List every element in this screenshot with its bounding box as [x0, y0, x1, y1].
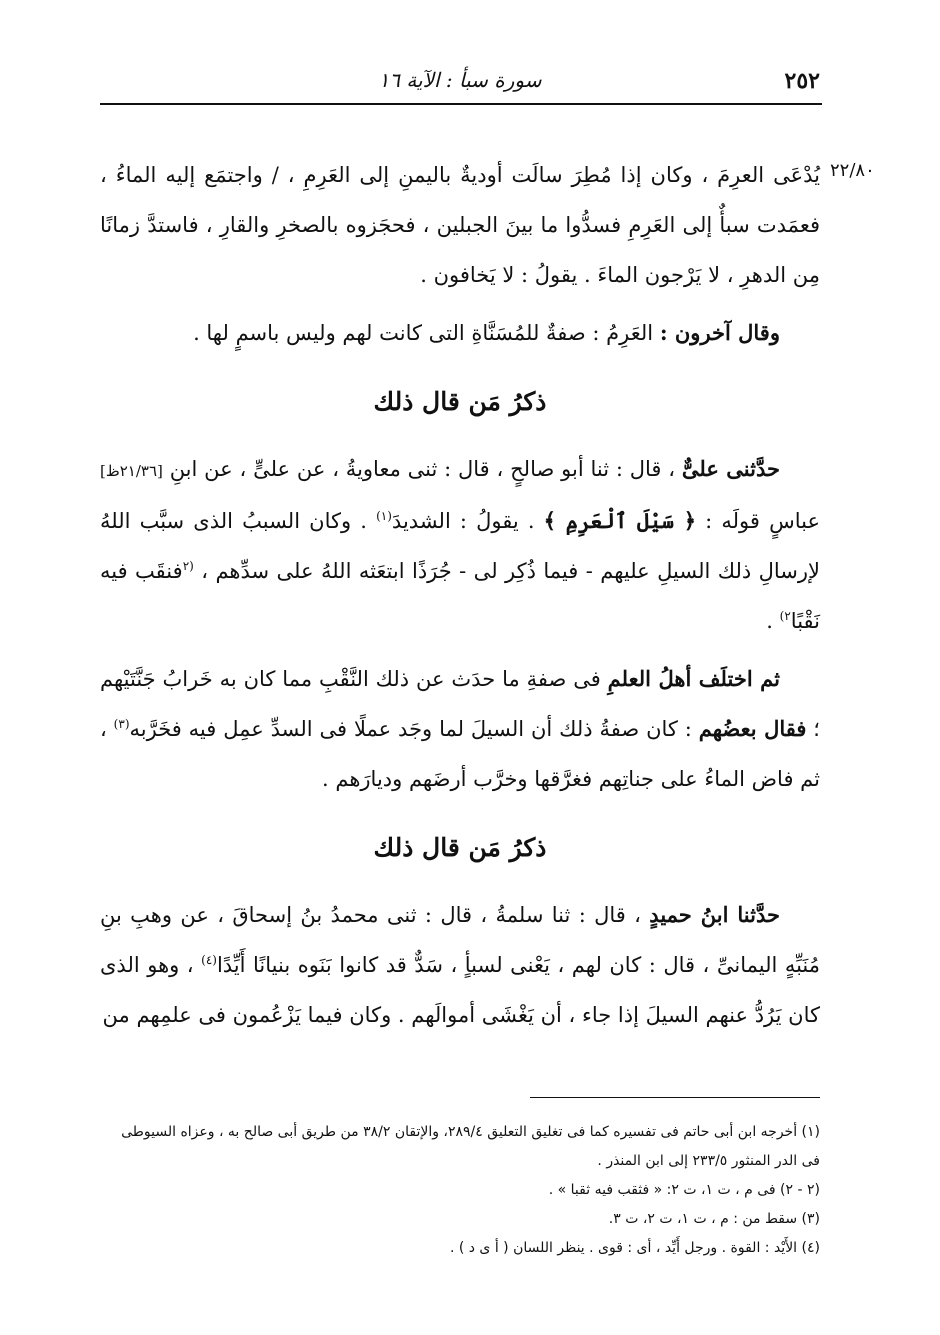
paragraph-3-text-a: ، قال : ثنا أبو صالحٍ ، قال : ثنى معاويةُ ، عن علىٍّ ، عن ابنِ: [162, 457, 682, 481]
paragraph-5-text-a: ، قال : ثنا سلمةُ ، قال : ثنى محمدُ بنُ إسحاقَ ، عن وهبِ بنِ مُنَبِّهٍ اليمانىِّ ، قال : كان لهم ، يَعْنى لسبأٍ ، سَدٌّ قد كانوا بَنَوه بنيانًا أَيِّدًا: [100, 903, 821, 977]
footnote-ref-1: (١): [376, 509, 392, 523]
paragraph-2-text: العَرِمُ : صفةٌ للمُسَنَّاةِ التى كانت لهم وليس باسمٍ لها .: [193, 321, 660, 345]
footnote-ref-3: (٣): [113, 717, 130, 731]
section-heading-2: ذكرُ مَن قال ذلك: [373, 833, 547, 862]
footnote-2: (٢ - ٢) فى م ، ت ١، ت ٢: « فثقب فيه ثقبا » .: [548, 1182, 820, 1198]
margin-reference: ٢٢/٨٠: [830, 160, 875, 181]
footnotes: [100, 1118, 820, 1263]
paragraph-1: يُدْعَى العرِمَ ، وكان إذا مُطِرَ سالَت أوديةٌ باليمنِ إلى العَرِمِ ، / واجتمَع إليه الماءُ ، فعمَدت سبأٌ إلى العَرِمِ فسدُّوا ما بينَ الجبلين ، فحجَزوه بالصخرِ والقارِ ، فاستدَّ زمانًا مِن الدهرِ ، لا يَرْجون الماءَ . يقولُ : لا يَخافون .: [100, 163, 820, 287]
quran-quote: ﴿ سَيْلَ ٱلْعَرِمِ ﴾: [543, 508, 697, 533]
paragraph-3: [100, 444, 820, 646]
footnote-ref-2-open: (٢: [182, 559, 194, 573]
paragraph-2: [100, 308, 820, 358]
paragraph-4: [100, 654, 820, 804]
paragraph-3-text-c: . يقولُ : الشديدَ: [391, 509, 544, 533]
paragraph-4-lead: ثم اختلَف أهلُ العلمِ: [607, 666, 780, 691]
main-text: [100, 150, 820, 1040]
paragraph-5-text-b: ، وهو الذى كان يَرُدُّ عنهم السيلَ إذا جاء ، أن يَغْشَى أموالَهم . وكان فيما يَزْعُمون فى علمِهم من: [100, 953, 820, 1027]
paragraph-4-text-c: ، ثم فاض الماءُ على جناتِهم فغرَّقها وخرَّب أرضَهم وديارَهم .: [100, 717, 820, 791]
section-heading-1: ذكرُ مَن قال ذلك: [373, 387, 547, 416]
footnote-ref-4: (٤): [201, 953, 217, 967]
running-title: سورة سبأ : الآية ١٦: [378, 68, 542, 92]
paragraph-5: [100, 890, 820, 1040]
manuscript-reference: [٢١/٣٦ظ]: [100, 462, 163, 480]
paragraph-2-lead: وقال آخرون :: [659, 320, 780, 345]
paragraph-3-text-d: . وكان السببُ الذى سبَّب اللهُ لإرسالِ ذلك السيلِ عليهم - فيما ذُكِر لى - جُرَذًا ابتعَثه اللهُ على سدِّهم ،: [100, 509, 820, 583]
paragraph-3-text-f: .: [766, 609, 780, 633]
paragraph-3-text-e: فنقَب فيه نَقْبًا: [100, 559, 820, 633]
paragraph-3-text-b: عباسٍ قولَه :: [696, 509, 820, 533]
footnote-4: (٤) الأَيْد : القوة . ورجل أَيِّد ، أى : قوى . ينظر اللسان ( أ ى د ) .: [449, 1240, 820, 1256]
page-header: [100, 60, 820, 100]
footnote-1: (١) أخرجه ابن أبى حاتم فى تفسيره كما فى تغليق التعليق ٢٨٩/٤، والإتقان ٣٨/٢ من طريق أبى صالح به ، وعزاه السيوطى فى الدر المنثور ٢٣٣/٥ إلى ابن المنذر .: [121, 1124, 820, 1169]
footnote-rule: [530, 1097, 820, 1098]
paragraph-5-lead: حدَّثنا ابنُ حميدٍ: [649, 902, 780, 927]
paragraph-4-bold: فقال بعضُهم: [698, 716, 807, 741]
page-number: ٢٥٢: [784, 68, 820, 94]
header-rule: [100, 103, 822, 105]
paragraph-3-lead: حدَّثنى علىٌّ: [681, 456, 780, 481]
paragraph-4-text-a: فى صفةِ ما حدَث عن ذلك النَّقْبِ مما كان به خَرابُ جَنَّتَيْهم ؛: [100, 667, 820, 741]
paragraph-4-text-b: : كان صفةُ ذلك أن السيلَ لما وجَد عملًا فى السدِّ عمِل فيه فخَرَّبه: [129, 717, 699, 741]
footnote-ref-2-close: ٢): [779, 609, 791, 623]
footnote-3: (٣) سقط من : م ، ت ١، ت ٢، ت ٣.: [608, 1211, 820, 1227]
